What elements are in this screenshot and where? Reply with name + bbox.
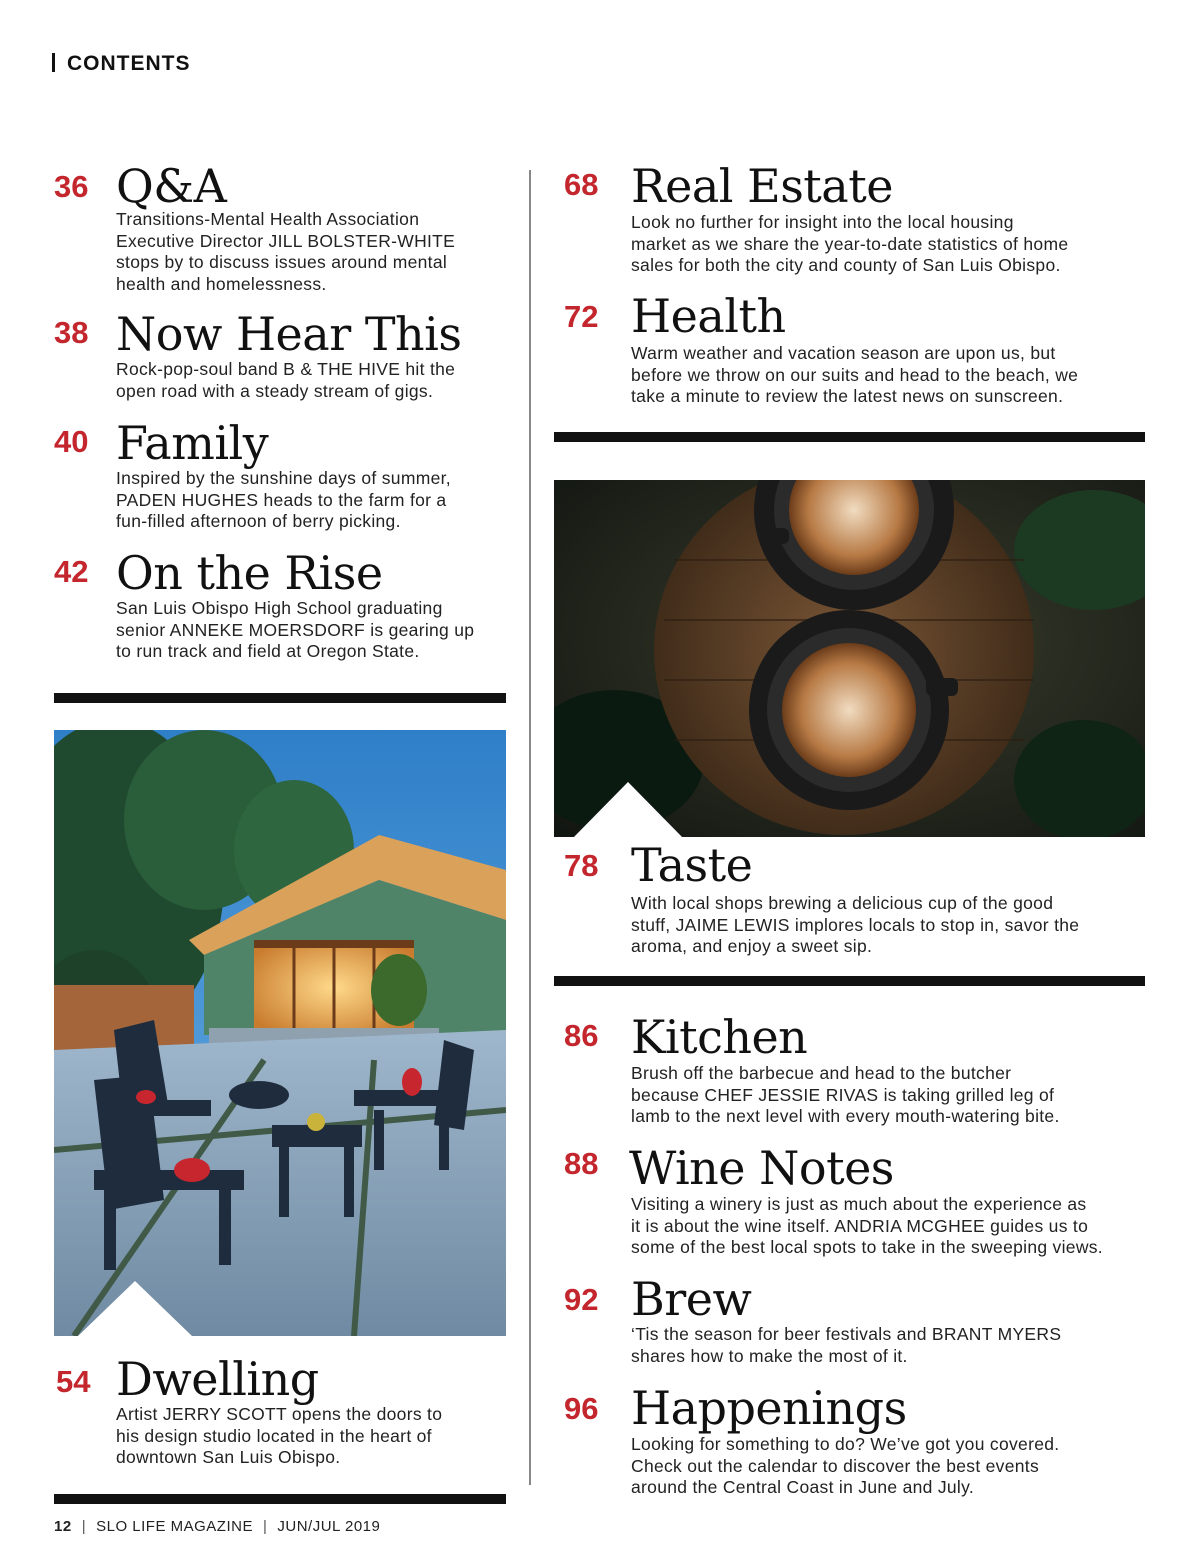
section-description [116,359,455,402]
taste-photo[interactable] [554,480,1145,837]
house-patio-image [54,730,506,1336]
description-line: Inspired by the sunshine days of summer, [116,468,451,488]
section-description [631,893,1079,958]
description-line: take a minute to review the latest news on sunscreen. [631,386,1064,406]
page-number: 40 [54,424,89,459]
footer-separator: | [81,1518,87,1535]
section-title: Dwelling [116,1352,319,1406]
divider-rule [554,976,1145,986]
section-description [116,598,474,663]
description-line: Transitions-Mental Health Association [116,209,420,229]
description-line: before we throw on our suits and head to the beach, we [631,364,1079,385]
page-number: 36 [54,169,89,204]
column-divider [529,170,531,1485]
toc-entry-family[interactable] [54,416,524,535]
dwelling-photo[interactable] [54,730,506,1336]
description-line: around the Central Coast in June and July. [631,1477,975,1497]
section-description [631,212,1068,277]
section-description [631,1434,1059,1499]
section-title: Q&A [116,159,227,213]
section-title: On the Rise [116,546,383,600]
toc-entry-qa[interactable] [54,159,524,298]
page-number: 92 [564,1282,599,1317]
section-title: Wine Notes [629,1141,894,1195]
toc-entry-dwelling[interactable] [54,1352,524,1471]
contents-header [52,52,191,76]
description-line: shares how to make the most of it. [631,1345,908,1366]
page-number: 86 [564,1018,599,1053]
section-description [631,1324,1061,1367]
description-line: Executive Director JILL BOLSTER-WHITE [116,230,456,251]
section-description [116,1404,442,1469]
description-line: fun-filled afternoon of berry picking. [116,511,401,531]
page-number: 96 [564,1391,599,1426]
description-line: stops by to discuss issues around mental [116,252,448,272]
divider-rule [554,432,1145,442]
footer-separator: | [262,1518,268,1535]
description-line: stuff, JAIME LEWIS implores locals to stop in, savor the [631,914,1080,935]
description-line: his design studio located in the heart of [116,1425,432,1446]
section-description [116,468,451,533]
header-bar [52,53,55,72]
section-title: Health [631,289,786,343]
description-line: aroma, and enjoy a sweet sip. [631,936,873,956]
description-line: lamb to the next level with every mouth-watering bite. [631,1106,1060,1126]
section-description [631,1063,1060,1128]
section-title: Brew [631,1272,752,1326]
description-line: Looking for something to do? We’ve got you covered. [631,1434,1060,1454]
section-description [631,1194,1103,1259]
description-line: because CHEF JESSIE RIVAS is taking grilled leg of [631,1084,1055,1105]
toc-entry-kitchen[interactable] [564,1010,1164,1129]
description-line: Check out the calendar to discover the best events [631,1455,1040,1476]
description-line: With local shops brewing a delicious cup of the good [631,893,1054,913]
toc-entry-taste[interactable] [564,838,1164,957]
description-line: Look no further for insight into the local housing [631,212,1014,232]
toc-entry-wine-notes[interactable] [564,1141,1164,1260]
photo-notch [78,1281,192,1336]
page-footer [54,1518,380,1535]
toc-entry-health[interactable] [564,289,1164,408]
issue-date: JUN/JUL 2019 [277,1518,381,1535]
section-title: Kitchen [631,1010,808,1064]
page-number: 88 [564,1146,599,1181]
page-number: 42 [54,554,89,589]
description-line: Artist JERRY SCOTT opens the doors to [116,1404,443,1424]
toc-entry-real-estate[interactable] [564,159,1164,278]
description-line: downtown San Luis Obispo. [116,1447,341,1467]
description-line: senior ANNEKE MOERSDORF is gearing up [116,619,475,640]
description-line: San Luis Obispo High School graduating [116,598,443,618]
toc-entry-now-hear-this[interactable] [54,307,524,406]
page-number: 72 [564,299,599,334]
page-number: 78 [564,848,599,883]
page-number: 38 [54,315,89,350]
description-line: some of the best local spots to take in the sweeping views. [631,1237,1103,1257]
section-description [116,209,455,295]
section-title: Family [116,416,269,470]
section-title: Taste [631,838,753,892]
toc-entry-happenings[interactable] [564,1381,1164,1500]
description-line: PADEN HUGHES heads to the farm for a [116,489,447,510]
description-line: Warm weather and vacation season are upon us, but [631,343,1056,363]
description-line: health and homelessness. [116,273,327,294]
description-line: it is about the wine itself. ANDRIA MCGHEE guides us to [631,1215,1089,1236]
description-line: market as we share the year-to-date statistics of home [631,233,1069,254]
description-line: sales for both the city and county of San Luis Obispo. [631,255,1061,275]
description-line: to run track and field at Oregon State. [116,641,420,661]
toc-entry-on-the-rise[interactable] [54,546,524,665]
page-number: 54 [56,1364,91,1399]
description-line: Rock-pop-soul band B & THE HIVE hit the [116,359,456,379]
magazine-name: SLO LIFE MAGAZINE [96,1518,253,1535]
page-number-footer: 12 [54,1518,72,1535]
section-title: Happenings [631,1381,907,1435]
description-line: ‘Tis the season for beer festivals and BRANT MYERS [631,1324,1062,1344]
section-description [631,343,1078,408]
section-title: Now Hear This [116,307,462,361]
header-label: CONTENTS [67,52,191,75]
page-number: 68 [564,167,599,202]
section-title: Real Estate [631,159,893,213]
divider-rule [54,693,506,703]
description-line: Visiting a winery is just as much about the experience as [631,1194,1087,1214]
photo-notch [571,782,685,837]
description-line: Brush off the barbecue and head to the butcher [631,1063,1012,1083]
divider-rule [54,1494,506,1504]
toc-entry-brew[interactable] [564,1272,1164,1371]
description-line: open road with a steady stream of gigs. [116,380,434,401]
